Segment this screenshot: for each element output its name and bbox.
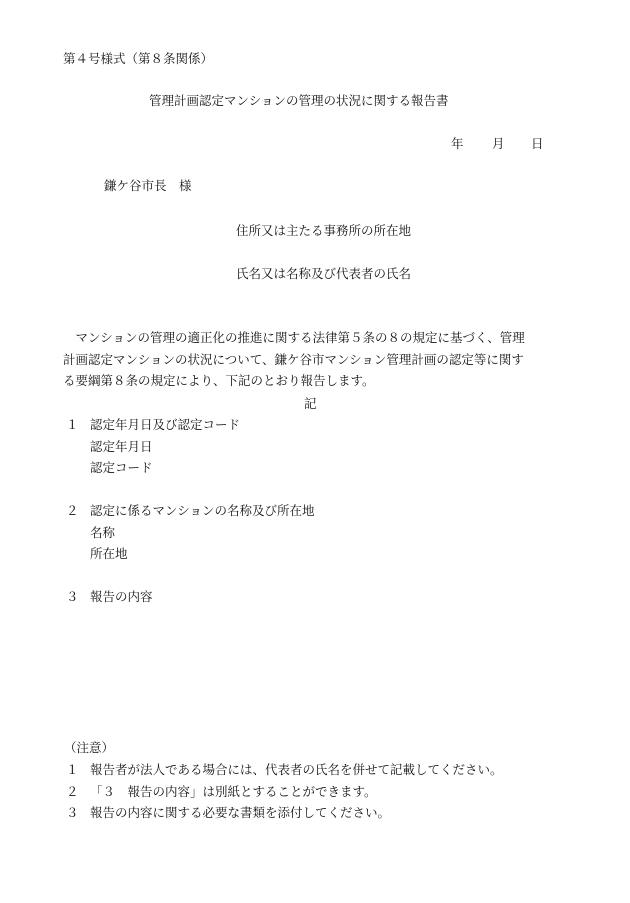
note-text: 報告者が法人である場合には、代表者の氏名を併せて記載してください。 [90, 762, 503, 777]
date-year: 年 [451, 136, 464, 151]
body-paragraph [63, 327, 563, 392]
item-heading: 報告の内容 [90, 589, 153, 604]
note-number: １ [66, 762, 79, 777]
item-sub: 所在地 [90, 546, 128, 561]
date-day: 日 [531, 136, 544, 151]
reporter-name-label: 氏名又は名称及び代表者の氏名 [236, 266, 412, 281]
body-line: マンションの管理の適正化の推進に関する法律第５条の８の規定に基づく、管理 [63, 330, 525, 345]
addressee: 鎌ケ谷市長 様 [104, 178, 192, 193]
document-title: 管理計画認定マンションの管理の状況に関する報告書 [149, 93, 449, 108]
ki-mark: 記 [304, 396, 317, 411]
item-heading: 認定年月日及び認定コード [90, 417, 241, 432]
item-heading: 認定に係るマンションの名称及び所在地 [90, 503, 315, 518]
item-number: ２ [66, 503, 79, 518]
item-sub: 認定年月日 [90, 439, 153, 454]
notes-heading: （注意） [64, 740, 115, 755]
item-number: ３ [66, 589, 79, 604]
body-line: 計画認定マンションの状況について、鎌ケ谷市マンション管理計画の認定等に関す [63, 351, 524, 367]
reporter-address-label: 住所又は主たる事務所の所在地 [236, 223, 412, 238]
note-text: 報告の内容に関する必要な書類を添付してください。 [90, 805, 391, 820]
item-sub: 認定コード [90, 460, 153, 475]
note-text: 「３ 報告の内容」は別紙とすることができます。 [90, 784, 377, 799]
item-sub: 名称 [90, 525, 116, 540]
body-line: る要綱第８条の規定により、下記のとおり報告します。 [63, 373, 375, 388]
form-number: 第４号様式（第８条関係） [63, 51, 214, 66]
note-number: ３ [66, 805, 79, 820]
date-month: 月 [492, 136, 505, 151]
item-number: １ [66, 417, 79, 432]
note-number: ２ [66, 784, 79, 799]
